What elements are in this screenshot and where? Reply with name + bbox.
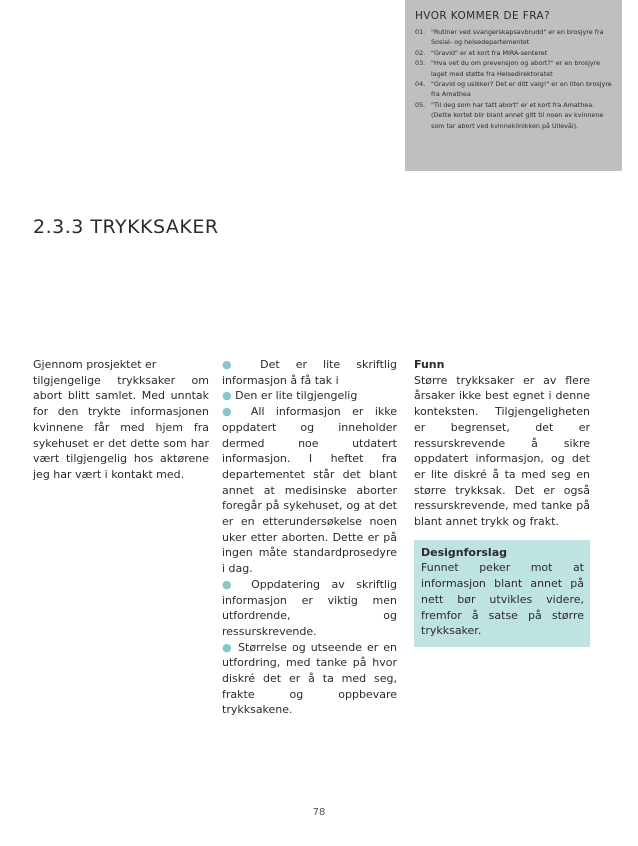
source-item bbox=[415, 79, 612, 100]
source-text: "Til deg som har tatt abort" er et kort fra Amathea. (Dette kortet blir blant annet gitt til noen av kvinnene som tar abort ved kvinneklinikken på Ullevål). bbox=[431, 100, 604, 130]
funn-heading: Funn bbox=[414, 358, 445, 371]
bullet-item bbox=[222, 577, 397, 640]
bullet-icon: ● bbox=[222, 405, 240, 419]
sources-list bbox=[415, 27, 612, 131]
intro-lead: Gjennom prosjektet er bbox=[33, 358, 157, 371]
bullet-text: All informasjon er ikke oppdatert og inneholder dermed noe utdatert informasjon. I heftet fra departementet står det blant annet at medisinske aborter foregår på sykehuset, og at det er en etterundersøkelse noen uker etter aborten. Dette er på ingen måte standardprosedyre i dag. bbox=[222, 405, 397, 576]
source-text: "Gravid" er et kort fra MIRA-senteret bbox=[431, 48, 548, 57]
bullet-icon: ● bbox=[222, 577, 240, 591]
bullet-item bbox=[222, 640, 397, 719]
intro-column bbox=[33, 357, 209, 483]
findings-bullets-column bbox=[222, 357, 397, 718]
source-text: "Hva vet du om prevensjon og abort?" er en brosjyre laget med støtte fra Helsedirektoratet bbox=[431, 59, 601, 78]
bullet-item bbox=[222, 388, 397, 404]
bullet-item bbox=[222, 404, 397, 577]
bullet-item bbox=[222, 357, 397, 388]
source-item bbox=[415, 27, 612, 48]
source-number: 05. bbox=[415, 100, 426, 109]
design-heading: Designforslag bbox=[421, 545, 507, 559]
source-number: 02. bbox=[415, 48, 426, 57]
bullet-text: Størrelse og utseende er en utfordring, med tanke på hvor diskré det er å ta med seg, frakte og oppbevare trykksakene. bbox=[222, 640, 397, 717]
intro-body: tilgjengelige trykksaker om abort blitt samlet. Med unntak for den trykte informasjonen kvinnene får med hjem fra sykehuset er det dette som har vært tilgjengelig hos aktørene jeg har vært i kontakt med. bbox=[33, 373, 209, 481]
conclusion-column bbox=[414, 357, 590, 647]
source-item bbox=[415, 58, 612, 79]
page-number: 78 bbox=[312, 807, 326, 818]
bullet-icon: ● bbox=[222, 358, 245, 371]
bullet-text: Oppdatering av skriftlig informasjon er viktig men utfordrende, og ressurskrevende. bbox=[222, 577, 397, 638]
sidebox-title: HVOR KOMMER DE FRA? bbox=[415, 10, 551, 22]
source-number: 01. bbox=[415, 28, 426, 36]
source-text: "Gravid og usikker? Det er ditt valg!" er en liten brosjyre fra Amathea bbox=[431, 80, 612, 99]
section-title: 2.3.3 TRYKKSAKER bbox=[33, 216, 219, 238]
design-proposal-box bbox=[414, 540, 590, 647]
bullet-icon: ● bbox=[222, 640, 234, 654]
source-item bbox=[415, 48, 612, 58]
source-text: "Rutiner ved svangerskapsavbrudd" er en brosjyre fra Sosial- og helsedepartementet bbox=[431, 28, 604, 47]
design-text: Funnet peker mot at informasjon blant annet på nett bør utvikles videre, fremfor å satse på større trykksaker. bbox=[421, 561, 584, 638]
sources-sidebox bbox=[405, 0, 622, 171]
funn-text: Større trykksaker er av flere årsaker ikke best egnet i denne konteksten. Tilgjengeligheten er begrenset, det er ressurskrevende å sikre oppdatert informasjon, og det er lite diskré å ta med seg en større trykksak. Det er også ressurskrevende, med tanke på blant annet trykk og frakt. bbox=[414, 373, 590, 529]
bullet-text: Den er lite tilgjengelig bbox=[235, 389, 358, 403]
source-item bbox=[415, 100, 612, 131]
source-number: 03. bbox=[415, 59, 426, 68]
source-number: 04. bbox=[415, 80, 426, 89]
bullet-icon: ● bbox=[222, 389, 232, 403]
bullet-text: Det er lite skriftlig informasjon å få tak i bbox=[222, 358, 397, 387]
